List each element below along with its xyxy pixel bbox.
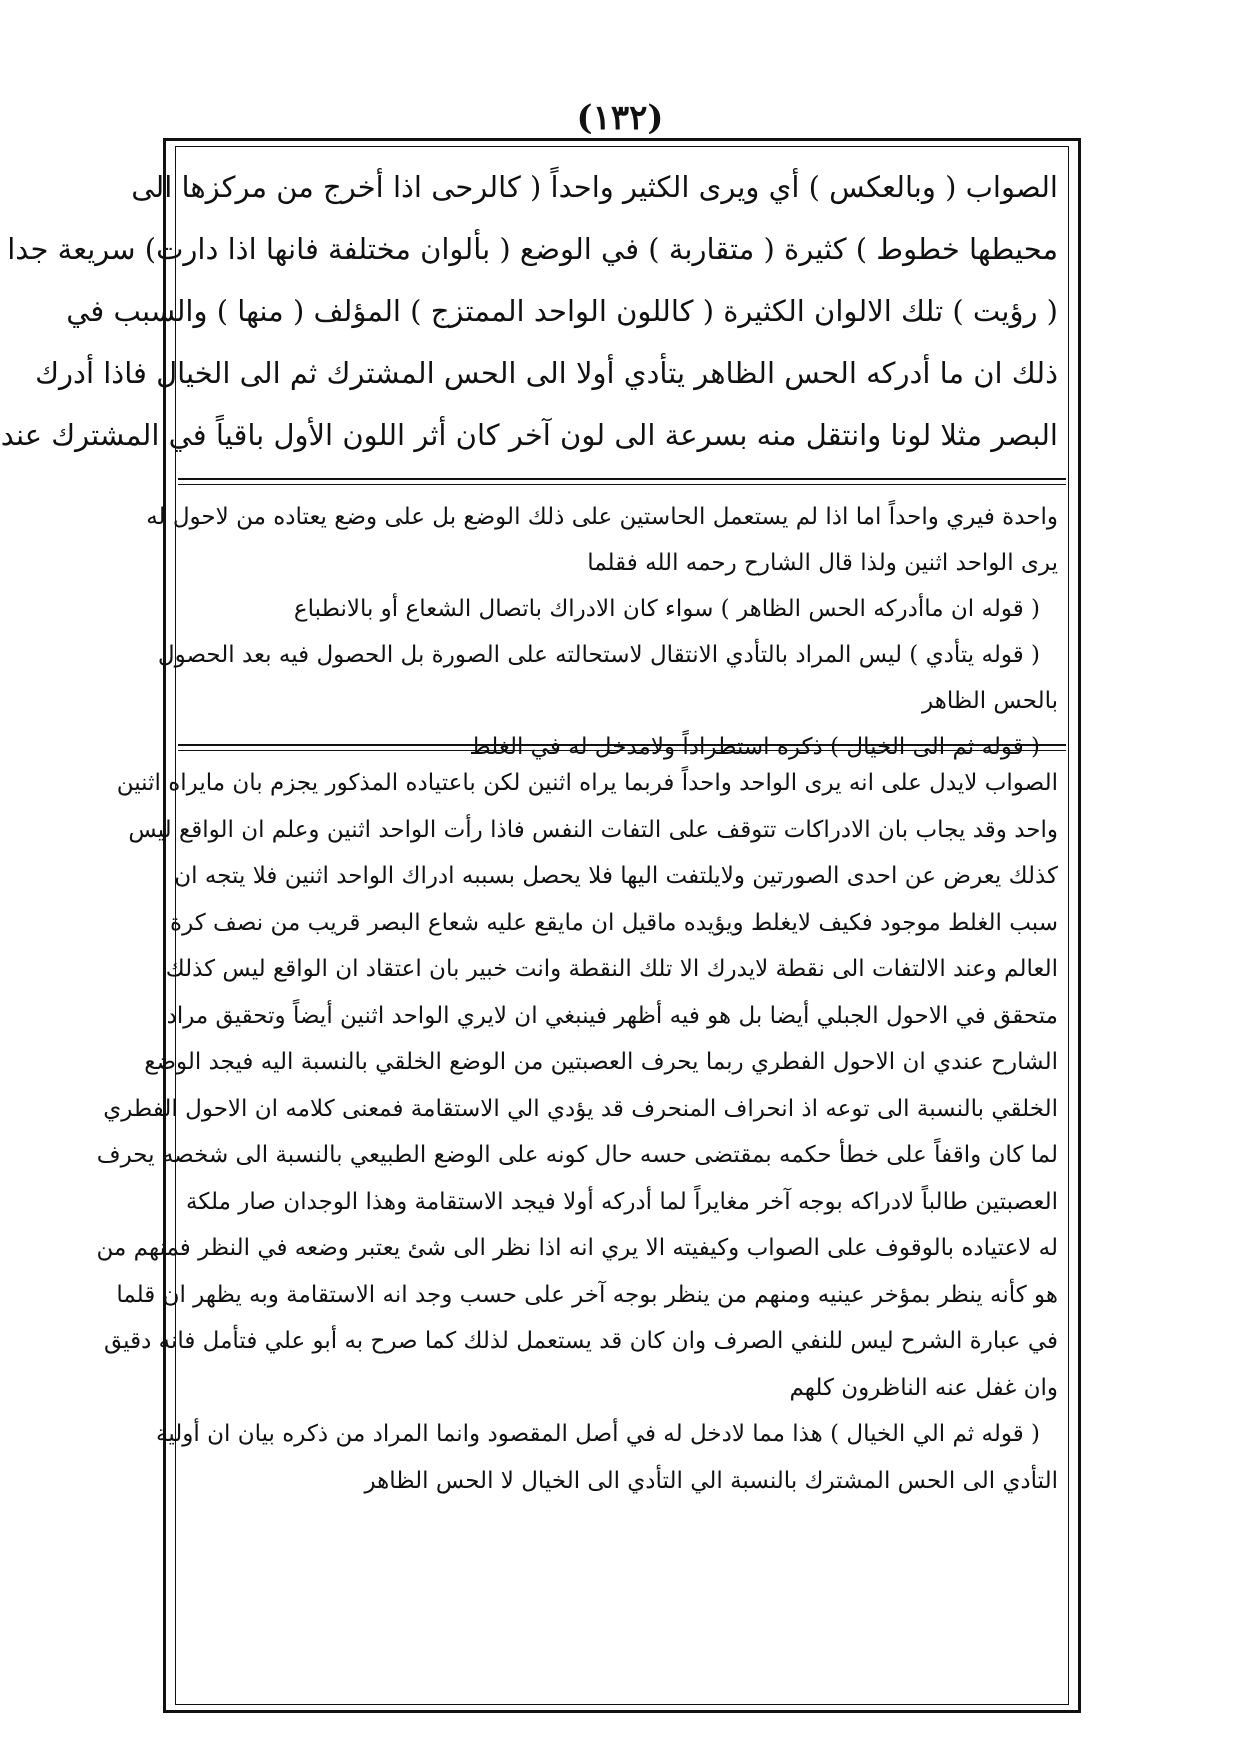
gloss-line: ( قوله ان ماأدركه الحس الظاهر ) سواء كان الادراك باتصال الشعاع أو بالانطباع bbox=[293, 596, 1040, 622]
gloss-line: له لاعتياده بالوقوف على الصواب وكيفيته الا يري انه اذا نظر الى شئ يعتبر وضعه في النظر فمنهم من bbox=[96, 1235, 1058, 1261]
gloss-line: سبب الغلط موجود فكيف لايغلط ويؤيده ماقيل ان مايقع عليه شعاع البصر قريب من نصف كرة bbox=[170, 909, 1058, 936]
gloss-line: يرى الواحد اثنين ولذا قال الشارح رحمه الله فقلما bbox=[587, 550, 1058, 576]
gloss-line: هو كأنه ينظر بمؤخر عينيه ومنهم من ينظر بوجه آخر على حسب وجد انه الاستقامة وبه يظهر ان قلما bbox=[116, 1281, 1058, 1308]
gloss-line: متحقق في الاحول الجبلي أيضا بل هو فيه أظهر فينبغي ان لايري الواحد اثنين أيضاً وتحقيق مراد bbox=[166, 1002, 1058, 1029]
gloss-line: العصبتين طالباً لادراكه بوجه آخر مغايراً لما أدركه أولا فيجد الاستقامة وهذا الوجدان صار ملكة bbox=[186, 1188, 1058, 1215]
main-text-line: محيطها خطوط ) كثيرة ( متقاربة ) في الوضع ( بألوان مختلفة فانها اذا دارت) سريعة جدا bbox=[7, 232, 1058, 266]
gloss-section-1 bbox=[146, 494, 1064, 760]
gloss-line: ( قوله ثم الي الخيال ) هذا مما لادخل له في أصل المقصود وانما المراد من ذكره بيان ان أولية bbox=[156, 1421, 1040, 1447]
main-text-line: البصر مثلا لونا وانتقل منه بسرعة الى لون آخر كان أثر اللون الأول باقياً في المشترك عند bbox=[0, 418, 1058, 452]
gloss-line: في عبارة الشرح ليس للنفي الصرف وان كان قد يستعمل لذلك كما صرح به أبو علي فتأمل فانه دقيق bbox=[103, 1328, 1058, 1354]
gloss-line: ( قوله يتأدي ) ليس المراد بالتأدي الانتقال لاستحالته على الصورة بل الحصول فيه بعد الحصول bbox=[157, 642, 1040, 668]
gloss-line: ( قوله ثم الى الخيال ) ذكره استطراداً ولامدخل له في الغلط bbox=[469, 734, 1040, 760]
main-text-line: الصواب ( وبالعكس ) أي ويرى الكثير واحداً ( كالرحى اذا أخرج من مركزها الى bbox=[131, 170, 1058, 204]
gloss-line: لما كان واقفاً على خطأ حكمه بمقتضى حسه حال كونه على الوضع الطبيعي بالنسبة الى شخصه يحرف bbox=[96, 1142, 1058, 1168]
gloss-line: وان غفل عنه الناظرون كلهم bbox=[789, 1374, 1058, 1401]
gloss-line: الشارح عندي ان الاحول الفطري ربما يحرف العصبتين من الوضع الخلقي بالنسبة اليه فيجد الوضع bbox=[144, 1049, 1058, 1075]
page-number: (١٣٢) bbox=[576, 98, 664, 138]
gloss-line: الخلقي بالنسبة الى توعه اذ انحراف المنحرف قد يؤدي الي الاستقامة فمعنى كلامه ان الاحول الفطري bbox=[103, 1095, 1058, 1122]
section-divider bbox=[178, 478, 1066, 485]
gloss-line: بالحس الظاهر bbox=[922, 688, 1058, 714]
gloss-line: واحد وقد يجاب بان الادراكات تتوقف على التفات النفس فاذا رأت الواحد اثنين وعلم ان الواقع ليس bbox=[128, 816, 1058, 843]
gloss-line: واحدة فيري واحداً اما اذا لم يستعمل الحاستين على ذلك الوضع بل على وضع يعتاده من لاحول له bbox=[146, 504, 1058, 530]
gloss-line: كذلك يعرض عن احدى الصورتين ولايلتفت اليها فلا يحصل بسببه ادراك الواحد اثنين فلا يتجه ان bbox=[174, 863, 1058, 889]
gloss-line: العالم وعند الالتفات الى نقطة لايدرك الا تلك النقطة وانت خبير بان اعتقاد ان الواقع ليس كذلك bbox=[165, 956, 1058, 982]
main-text bbox=[0, 156, 1064, 474]
main-text-line: ذلك ان ما أدركه الحس الظاهر يتأدي أولا الى الحس المشترك ثم الى الخيال فاذا أدرك bbox=[35, 356, 1058, 390]
gloss-line: التأدي الى الحس المشترك بالنسبة الي التأدي الى الخيال لا الحس الظاهر bbox=[364, 1467, 1058, 1494]
section-divider bbox=[178, 744, 1066, 751]
gloss-section-2 bbox=[96, 760, 1064, 1700]
gloss-line: الصواب لايدل على انه يرى الواحد واحداً فربما يراه اثنين لكن باعتياده المذكور يجزم بان مايراه اثنين bbox=[116, 770, 1058, 796]
main-text-line: ( رؤيت ) تلك الالوان الكثيرة ( كاللون الواحد الممتزج ) المؤلف ( منها ) والسبب في bbox=[66, 294, 1058, 328]
